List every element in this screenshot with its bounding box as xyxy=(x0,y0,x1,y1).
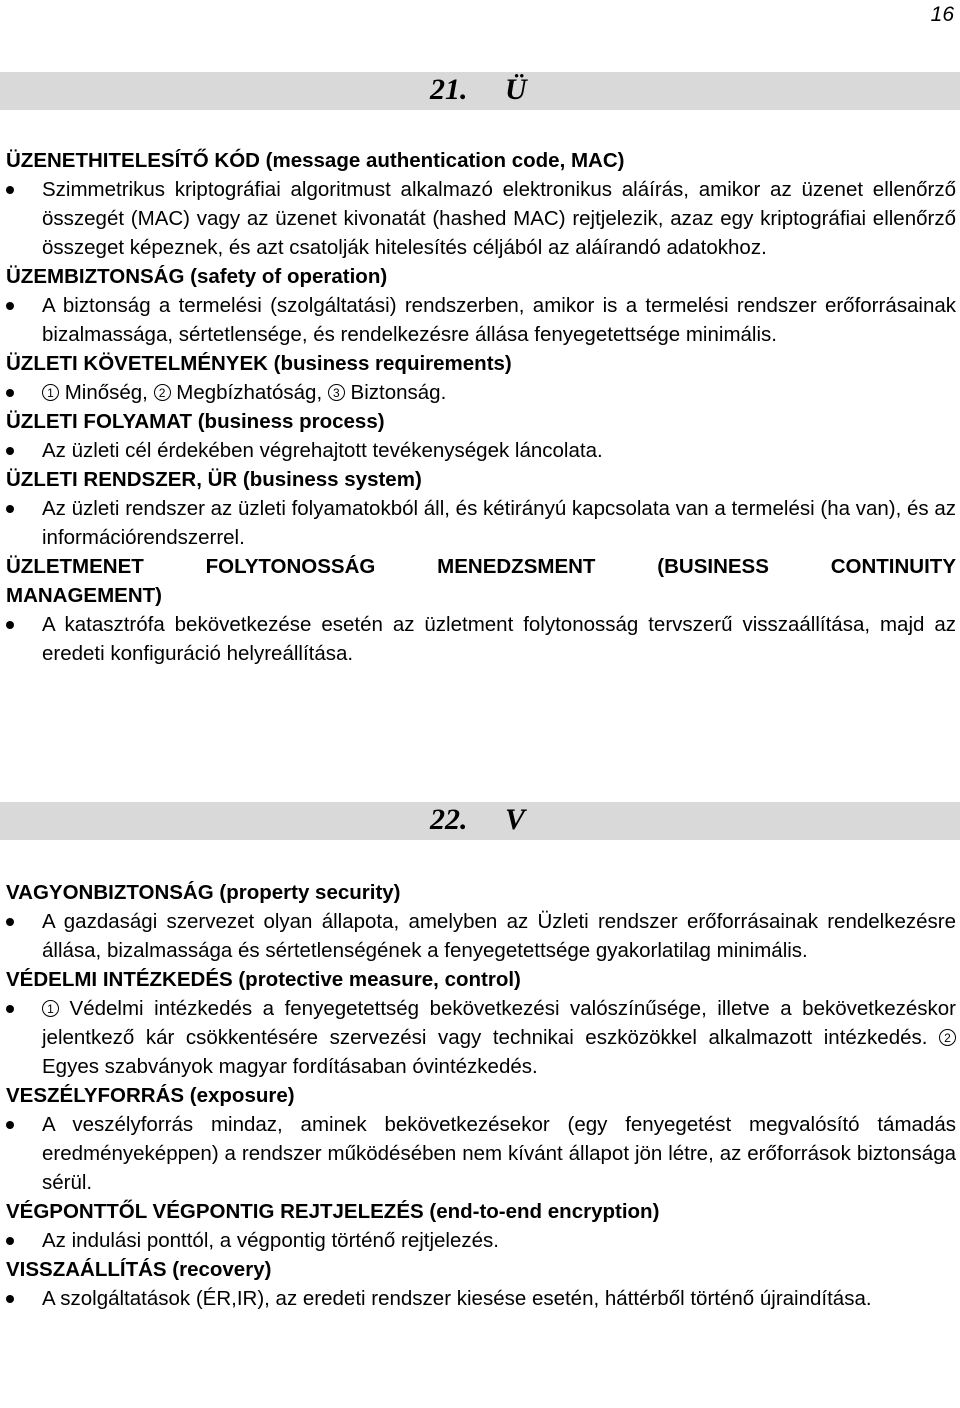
section-chapter-21 xyxy=(6,146,956,668)
entry-term: VESZÉLYFORRÁS (exposure) xyxy=(6,1084,295,1107)
entry-definition xyxy=(6,291,956,349)
definition-text: Egyes szabványok magyar fordításaban óvintézkedés. xyxy=(42,1055,538,1078)
bullet-icon xyxy=(6,1005,14,1013)
chapter-number: 22. xyxy=(430,803,468,836)
entry-term: VÉGPONTTŐL VÉGPONTIG REJTJELEZÉS (end-to-end encryption) xyxy=(6,1200,660,1223)
bullet-icon xyxy=(6,447,14,455)
entry-term: ÜZLETI FOLYAMAT (business process) xyxy=(6,410,385,433)
entry-term: ÜZLETI KÖVETELMÉNYEK (business requirements) xyxy=(6,352,512,375)
definition-text: Biztonság. xyxy=(344,381,447,404)
definition-text: Szimmetrikus kriptográfiai algoritmust alkalmazó elektronikus aláírás, amikor az üzenet ellenőrző összegét (MAC) vagy az üzenet kivonatát (hashed MAC) rejtjelezik, azaz egy kriptográfiai ellenőrző összeget képeznek, és azt csatolják hitelesítés céljából az aláírandó adatokhoz. xyxy=(42,178,956,259)
entry-definition xyxy=(6,1284,956,1313)
chapter-number: 21. xyxy=(430,73,468,106)
definition-text: A gazdasági szervezet olyan állapota, amelyben az Üzleti rendszer erőforrásainak rendelkezésre állása, bizalmassága és sértetlenségének a fenyegetettsége gyakorlatilag minimális. xyxy=(42,910,956,962)
definition-text: A katasztrófa bekövetkezése esetén az üzletment folytonosság tervszerű visszaállítása, majd az eredeti konfiguráció helyreállítása. xyxy=(42,613,956,665)
chapter-letter: V xyxy=(505,803,526,836)
chapter-letter: Ü xyxy=(505,73,527,106)
definition-text: A veszélyforrás mindaz, aminek bekövetkezésekor (egy fenyegetést megvalósító támadás eredményeképpen) a rendszer működésében nem kívánt állapot jön létre, az erőforrások biztonsága sérül. xyxy=(42,1113,956,1194)
entry-term: VÉDELMI INTÉZKEDÉS (protective measure, control) xyxy=(6,968,521,991)
entry-term: VAGYONBIZTONSÁG (property security) xyxy=(6,881,401,904)
entry-definition xyxy=(6,610,956,668)
entry-term: ÜZLETMENET FOLYTONOSSÁG MENEDZSMENT (BUSINESS CONTINUITY xyxy=(6,555,956,578)
entry-term: ÜZLETI RENDSZER, ÜR (business system) xyxy=(6,468,422,491)
entry-term: VISSZAÁLLÍTÁS (recovery) xyxy=(6,1258,272,1281)
section-chapter-22 xyxy=(6,878,956,1313)
circled-number-icon: 3 xyxy=(328,384,345,401)
bullet-icon xyxy=(6,505,14,513)
entry-definition xyxy=(6,436,956,465)
entry-term: ÜZEMBIZTONSÁG (safety of operation) xyxy=(6,265,388,288)
definition-text: A szolgáltatások (ÉR,IR), az eredeti rendszer kiesése esetén, háttérből történő újraindítása. xyxy=(42,1287,872,1310)
chapter-heading-21 xyxy=(0,72,960,110)
entry-definition xyxy=(6,378,956,407)
definition-text: Az indulási ponttól, a végpontig történő rejtjelezés. xyxy=(42,1229,499,1252)
definition-text: Minőség, xyxy=(59,381,154,404)
definition-text: Megbízhatóság, xyxy=(170,381,328,404)
entry-definition xyxy=(6,1110,956,1197)
bullet-icon xyxy=(6,389,14,397)
entry-definition xyxy=(6,175,956,262)
bullet-icon xyxy=(6,1121,14,1129)
bullet-icon xyxy=(6,302,14,310)
definition-text: Az üzleti cél érdekében végrehajtott tevékenységek láncolata. xyxy=(42,439,603,462)
chapter-heading-22 xyxy=(0,802,960,840)
definition-text: A biztonság a termelési (szolgáltatási) rendszerben, amikor is a termelési rendszer erőforrásainak bizalmassága, sértetlensége, és rendelkezésre állása fenyegetettsége minimális. xyxy=(42,294,956,346)
definition-text: Az üzleti rendszer az üzleti folyamatokból áll, és kétirányú kapcsolata van a termelési (ha van), és az információrendszerrel. xyxy=(42,497,956,549)
entry-term: ÜZENETHITELESÍTŐ KÓD (message authentication code, MAC) xyxy=(6,149,625,172)
entry-definition xyxy=(6,907,956,965)
page-number: 16 xyxy=(930,3,954,26)
circled-number-icon: 1 xyxy=(42,1000,59,1017)
circled-number-icon: 1 xyxy=(42,384,59,401)
circled-number-icon: 2 xyxy=(154,384,171,401)
bullet-icon xyxy=(6,621,14,629)
bullet-icon xyxy=(6,1237,14,1245)
bullet-icon xyxy=(6,1295,14,1303)
entry-definition xyxy=(6,1226,956,1255)
bullet-icon xyxy=(6,918,14,926)
bullet-icon xyxy=(6,186,14,194)
entry-term-continued: MANAGEMENT) xyxy=(6,584,163,607)
entry-definition xyxy=(6,494,956,552)
definition-text: Védelmi intézkedés a fenyegetettség bekövetkezési valószínűsége, illetve a bekövetkezéskor jelentkező kár csökkentésére szervezési vagy technikai eszközökkel alkalmazott intézkedés. xyxy=(42,997,956,1049)
entry-definition xyxy=(6,994,956,1081)
circled-number-icon: 2 xyxy=(939,1029,956,1046)
